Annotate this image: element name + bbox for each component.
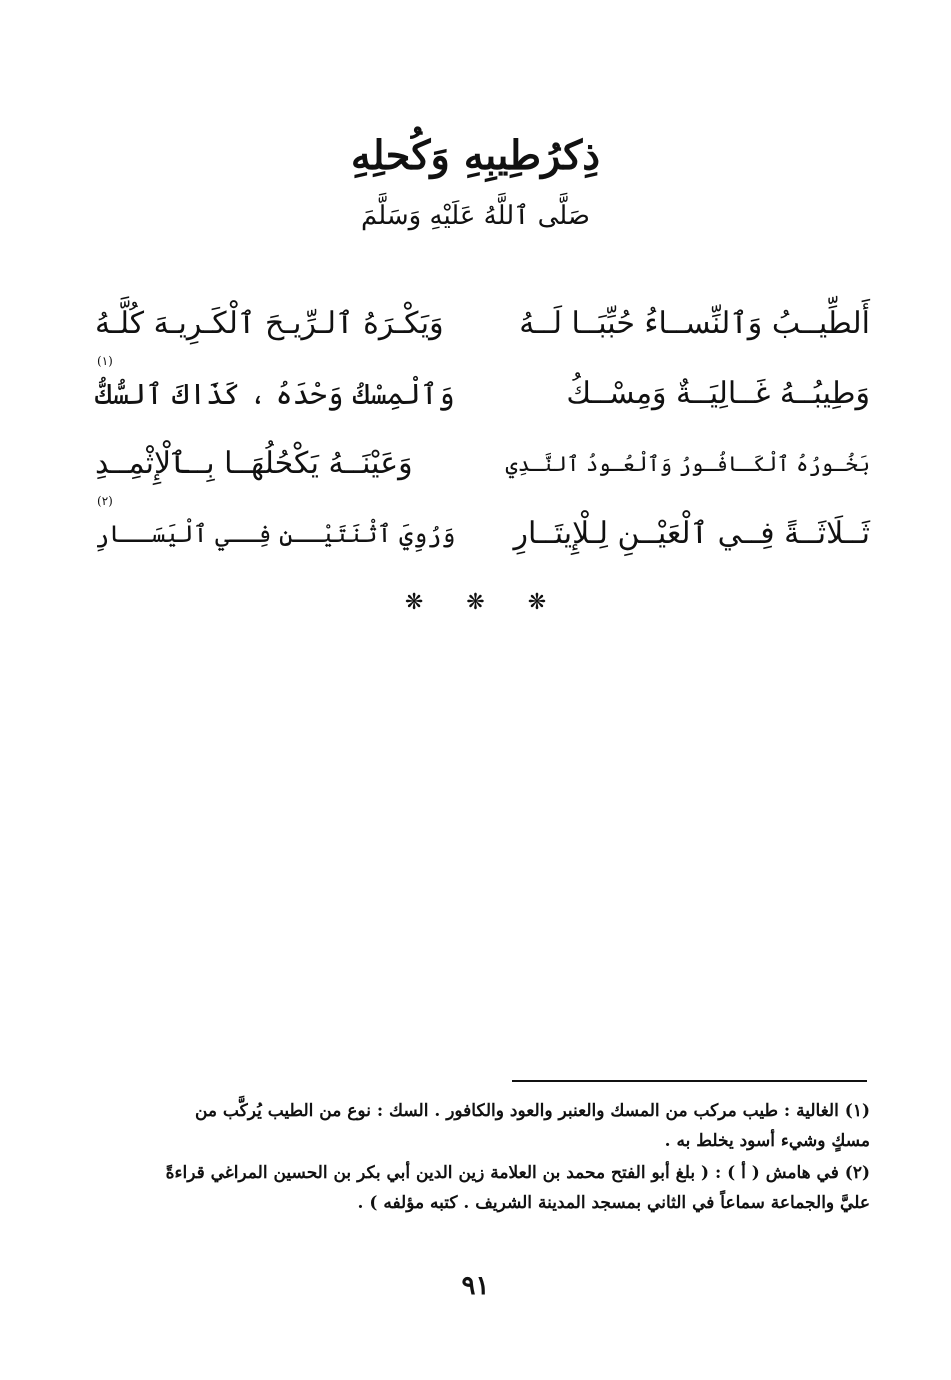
verse-first-hemistich: وَطِيبُــهُ غَــالِيَــةٌ وَمِسْــكُ bbox=[566, 376, 870, 411]
star-ornament-icon: ❋ bbox=[404, 590, 424, 615]
footnote-line: عليَّ والجماعة سماعاً في الثاني بمسجد المدينة الشريف . كتبه مؤلفه ) . bbox=[357, 1193, 870, 1213]
footnote-marker: (١) bbox=[97, 354, 113, 368]
star-ornament-icon: ❋ bbox=[466, 590, 485, 615]
footnote bbox=[95, 1158, 870, 1218]
verse-first-hemistich: ثَــلَاثَــةً فِــي ٱلْعَيْــنِ لِـلْإِيتَــارِ bbox=[513, 516, 870, 551]
verse-second-hemistich: وَعَيْنَــهُ يَكْحُلُهَــا بِــٱلْإِثْمِــدِ bbox=[95, 446, 413, 481]
star-ornament-icon: ❋ bbox=[527, 590, 547, 615]
poem-verse bbox=[95, 494, 870, 572]
poem-verse bbox=[95, 292, 870, 362]
verse-second-hemistich: وَرُوِيَ ٱثْنَتَيْــنِ فِــي ٱلْيَسَــارِ bbox=[95, 520, 456, 548]
verse-first-hemistich: أَلطِّيــبُ وَٱلنِّســاءُ حُبِّبَــا لَــهُ bbox=[519, 306, 870, 341]
footnote-line: مسكٍ وشيء أسود يخلط به . bbox=[664, 1131, 870, 1151]
footnote-divider bbox=[512, 1080, 867, 1082]
verse-second-hemistich: وَٱلْمِسْكُ وَحْدَهُ ، كَذَاكَ ٱلسُّكُّ bbox=[95, 377, 455, 411]
poem bbox=[95, 292, 870, 572]
verse-second-hemistich: وَيَكْـرَهُ ٱلـرِّيـحَ ٱلْكَـرِيـهَ كُلَّـهُ bbox=[95, 306, 444, 341]
footnote bbox=[95, 1096, 870, 1156]
page-number: ٩١ bbox=[461, 1271, 490, 1301]
footnote-line: (٢) في هامش ( أ ) : ( بلغ أبو الفتح محمد بن العلامة زين الدين أبي بكر بن الحسين المراغي قراءةً bbox=[165, 1163, 870, 1183]
poem-verse bbox=[95, 432, 870, 502]
footnote-marker: (٢) bbox=[97, 494, 113, 508]
footnote-line: (١) الغالية : طيب مركب من المسك والعنبر والعود والكافور . السك : نوع من الطيب يُركَّب من bbox=[194, 1101, 870, 1121]
section-subtitle-honorific: صَلَّى ٱللَّهُ عَلَيْهِ وَسَلَّمَ bbox=[360, 201, 590, 231]
section-title: ذِكرُطِيبِهِ وَكُحلِهِ bbox=[350, 132, 601, 179]
footnotes bbox=[95, 1096, 870, 1220]
poem-verse bbox=[95, 354, 870, 432]
section-separator bbox=[0, 590, 951, 615]
verse-first-hemistich: بَخُـورُهُ ٱلْكَـافُـورُ وَٱلْعُـودُ ٱلنَّـدِي bbox=[505, 452, 870, 476]
